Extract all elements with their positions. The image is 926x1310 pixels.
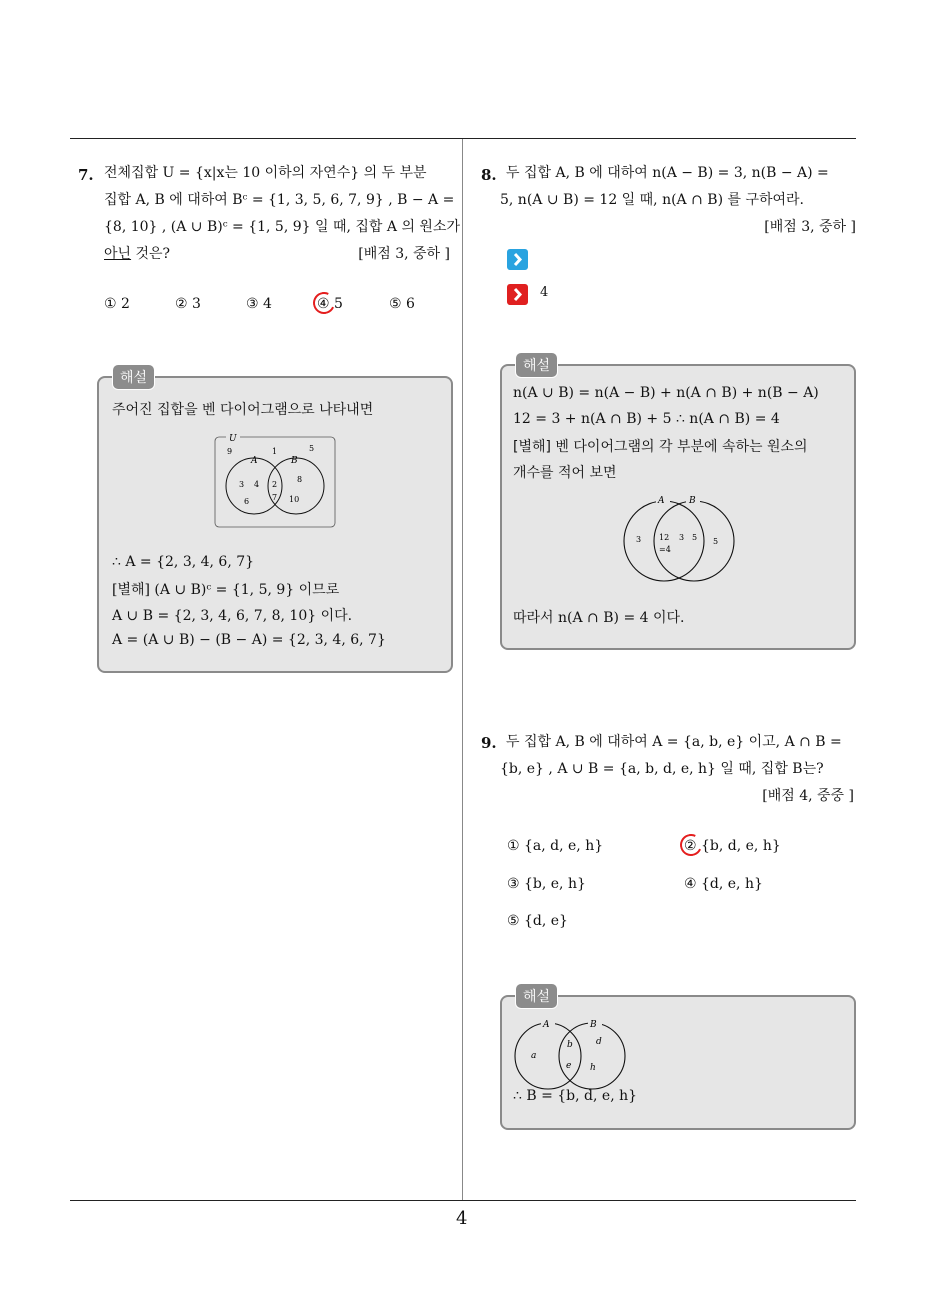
q7-solution-line: A ∪ B = {2, 3, 4, 6, 7, 8, 10} 이다. [112,608,353,624]
q8-venn-both: 12 [659,533,670,542]
q8-solution-line: [별해] 벤 다이어그램의 각 부분에 속하는 원소의 [513,439,808,455]
q7-venn-diagram [212,432,338,530]
q9-venn-label-b: B [590,1020,597,1030]
q7-venn-b-only: 10 [289,495,300,504]
q9-choice-2[interactable]: ② {b, d, e, h} [684,838,781,854]
q7-choice-5[interactable]: ⑤ 6 [389,296,415,312]
q8-score: [배점 3, 중하 ] [764,219,856,235]
q7-choice-1[interactable]: ① 2 [104,296,130,312]
q7-venn-a-only: 4 [254,480,260,489]
q9-venn-both: e [566,1061,572,1071]
q8-venn-both: 5 [692,533,698,542]
q7-venn-label-u: U [229,434,237,444]
q7-solution-intro: 주어진 집합을 벤 다이어그램으로 나타내면 [112,402,374,418]
q9-score: [배점 4, 중중 ] [762,788,854,804]
q8-venn-both: =4 [659,545,671,554]
q7-venn-outside: 1 [272,447,278,456]
q8-line: 두 집합 A, B 에 대하여 n(A − B) = 3, n(B − A) = [506,165,829,181]
q8-venn-a-only: 3 [636,535,642,544]
q7-venn-both: 7 [272,493,278,502]
q7-venn-a-only: 3 [239,480,245,489]
q9-venn-circle-a [515,1023,581,1089]
q7-venn-b-only: 8 [297,475,303,484]
q9-venn-b-only: h [590,1063,596,1073]
q8-solution-tag: 해설 [515,352,558,378]
q9-venn-diagram [512,1017,630,1093]
q7-choice-3[interactable]: ③ 4 [246,296,272,312]
q9-solution-tag: 해설 [515,983,558,1009]
column-divider [462,139,463,1201]
page-number: 4 [456,1208,468,1229]
q8-solution-line: 12 = 3 + n(A ∩ B) + 5 ∴ n(A ∩ B) = 4 [513,411,780,427]
q7-choice-4[interactable]: ④ 5 [317,296,343,312]
q9-venn-circle-b [559,1023,625,1089]
play-red-icon[interactable] [507,284,528,305]
q8-conclusion: 따라서 n(A ∩ B) = 4 이다. [513,610,685,626]
q9-choice-5[interactable]: ⑤ {d, e} [507,913,568,929]
footer-rule [70,1200,856,1201]
q8-answer: 4 [540,285,549,300]
q9-venn-b-only: d [596,1037,602,1047]
q8-solution-line: 개수를 적어 보면 [513,465,617,481]
q9-venn-both: b [567,1040,573,1050]
q7-venn-outside: 5 [309,444,315,453]
q7-solution-line: [별해] (A ∪ B)ᶜ = {1, 5, 9} 이므로 [112,582,340,598]
q9-venn-a-only: a [531,1051,537,1061]
q7-line: 집합 A, B 에 대하여 Bᶜ = {1, 3, 5, 6, 7, 9} , B − A = [104,192,455,208]
q8-question [500,160,858,241]
q7-venn-a-only: 6 [244,497,250,506]
q9-answer-mark [677,831,705,859]
q7-last-line [104,241,456,268]
q8-solution-line: n(A ∪ B) = n(A − B) + n(A ∩ B) + n(B − A) [513,385,819,401]
q7-last-line-rest: 것은? [131,246,171,262]
q8-venn-both: 3 [679,533,685,542]
q9-line: 두 집합 A, B 에 대하여 A = {a, b, e} 이고, A ∩ B = [506,734,842,750]
q7-solution-line: A = (A ∪ B) − (B − A) = {2, 3, 4, 6, 7} [112,632,386,648]
q7-answer-mark [310,289,338,317]
q7-venn-both: 2 [272,480,278,489]
q9-question [500,729,858,810]
q7-choice-2[interactable]: ② 3 [175,296,201,312]
q9-choice-3[interactable]: ③ {b, e, h} [507,876,586,892]
q7-number: 7. [78,166,94,184]
q8-venn-b-only: 5 [713,537,719,546]
q8-venn-label-a: A [658,496,665,506]
q8-number: 8. [481,166,497,184]
q7-line: 전체집합 U = {x|x는 10 이하의 자연수} 의 두 부분 [104,165,427,181]
play-blue-icon[interactable] [507,249,528,270]
q9-venn-label-a: A [543,1020,550,1030]
q9-solution-line: ∴ B = {b, d, e, h} [513,1088,638,1104]
header-rule [70,138,856,139]
q7-solution-line: ∴ A = {2, 3, 4, 6, 7} [112,554,255,570]
q9-choice-4[interactable]: ④ {d, e, h} [684,876,763,892]
q7-venn-outside: 9 [227,447,233,456]
q7-score: [배점 3, 중하 ] [358,246,450,262]
q9-number: 9. [481,734,497,752]
q7-venn-label-b: B [291,456,298,466]
q7-line: {8, 10} , (A ∪ B)ᶜ = {1, 5, 9} 일 때, 집합 A 의 원소가 [104,219,461,235]
q8-venn-label-b: B [689,496,696,506]
q9-choice-1[interactable]: ① {a, d, e, h} [507,838,604,854]
q7-underlined-word: 아닌 [104,246,132,262]
q8-venn-diagram [618,494,740,584]
q8-line: 5, n(A ∪ B) = 12 일 때, n(A ∩ B) 를 구하여라. [500,192,805,208]
q9-line: {b, e} , A ∪ B = {a, b, d, e, h} 일 때, 집합 B는? [500,761,824,777]
q7-venn-label-a: A [251,456,258,466]
q7-solution-tag: 해설 [112,364,155,390]
q7-question [104,160,461,268]
